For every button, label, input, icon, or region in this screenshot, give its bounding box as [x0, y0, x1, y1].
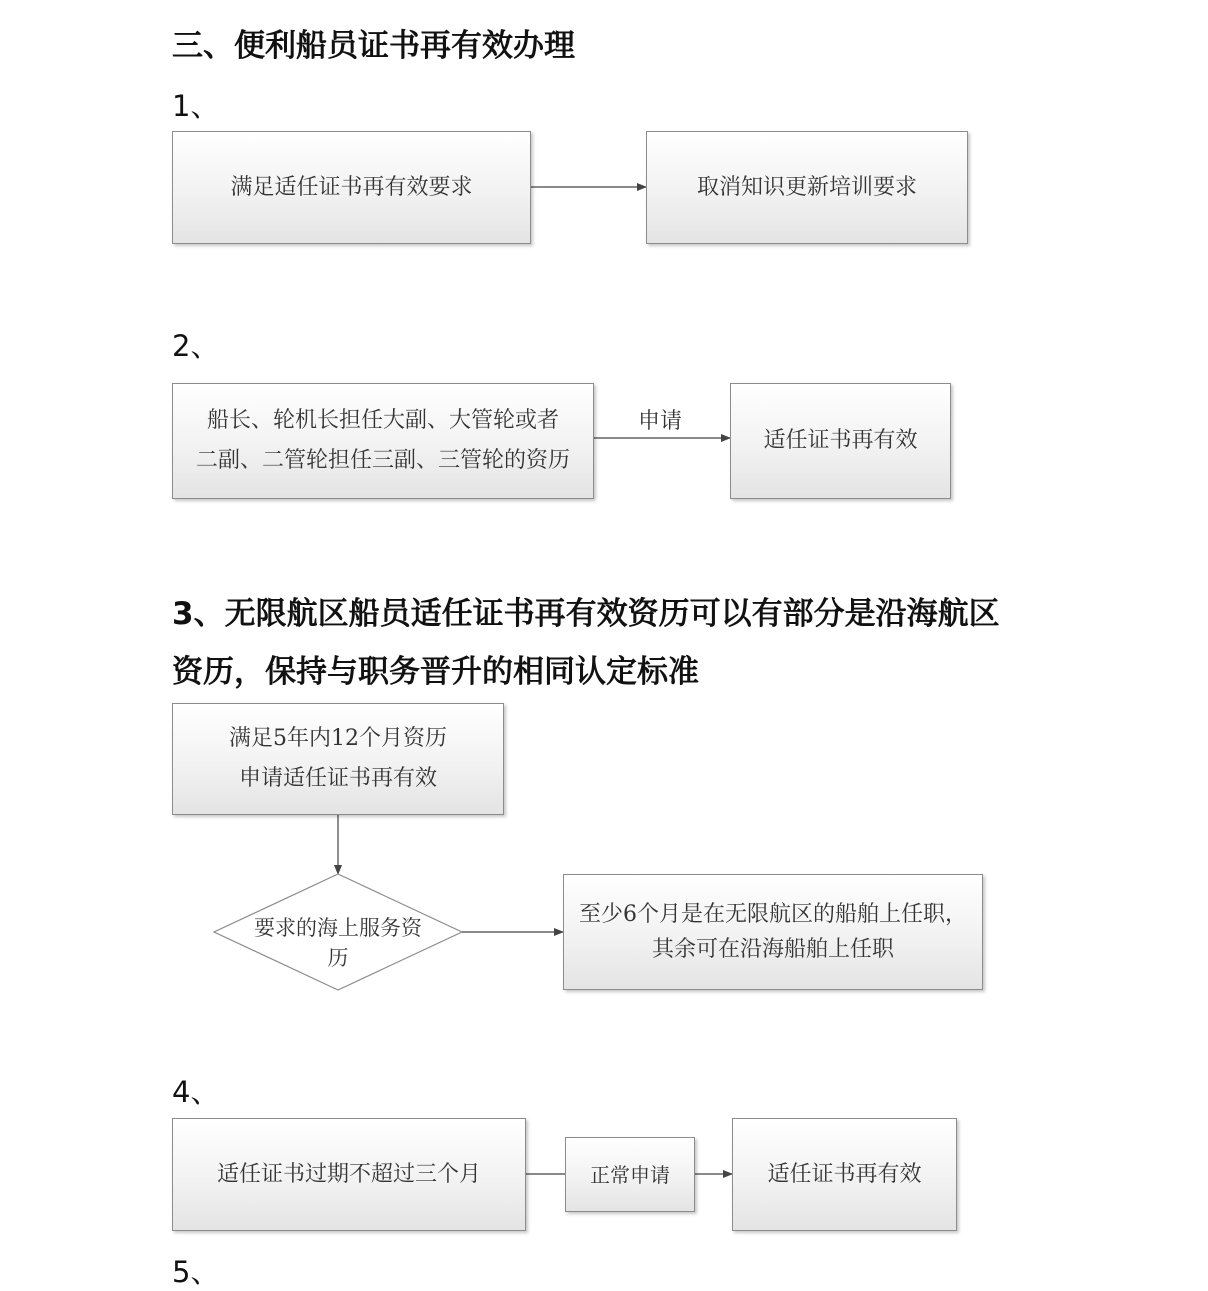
s3-box-right: [563, 874, 983, 990]
s2-box-line2: 二副、二管轮担任三副、三管轮的资历: [195, 448, 570, 473]
s3-box-right-line2: 其余可在沿海船舶上任职: [651, 937, 894, 962]
s1-box-requirement-text: 满足适任证书再有效要求: [230, 174, 473, 200]
s1-box-cancel-training-text: 取消知识更新培训要求: [696, 174, 917, 200]
s4-box-revalidation-text: 适任证书再有效: [767, 1161, 922, 1187]
s3-diamond-line2: 历: [327, 946, 349, 970]
s3-diamond-label: [234, 913, 442, 973]
s2-box-revalidation-text: 适任证书再有效: [763, 428, 918, 453]
s3-box-top: [172, 703, 504, 815]
section2-number: 2、: [172, 329, 220, 363]
page-title: 三、便利船员证书再有效办理: [172, 28, 575, 64]
s4-box-expired: [172, 1118, 526, 1231]
s4-box-normal-apply-text: 正常申请: [590, 1162, 670, 1187]
s2-box-revalidation: [730, 383, 951, 499]
s4-box-normal-apply: [565, 1137, 695, 1212]
section3-heading-line1: 3、无限航区船员适任证书再有效资历可以有部分是沿海航区: [172, 596, 1000, 632]
s3-box-right-line1: 至少6个月是在无限航区的船舶上任职，: [579, 902, 967, 927]
s2-box-line1: 船长、轮机长担任大副、大管轮或者: [206, 408, 559, 433]
section1-number: 1、: [172, 89, 220, 123]
section3-heading-line2: 资历，保持与职务晋升的相同认定标准: [172, 654, 699, 690]
s3-box-top-line2: 申请适任证书再有效: [238, 766, 437, 791]
s1-box-cancel-training: [646, 131, 968, 244]
s3-diamond-line1: 要求的海上服务资: [254, 916, 422, 940]
s4-box-revalidation: [732, 1118, 957, 1231]
s2-box-qualification: [172, 383, 594, 499]
s2-arrow-label: 申请: [638, 409, 683, 434]
s1-box-requirement: [172, 131, 531, 244]
s3-box-top-line1: 满足5年内12个月资历: [229, 726, 447, 751]
section5-number: 5、: [172, 1255, 220, 1289]
s4-box-expired-text: 适任证书过期不超过三个月: [216, 1161, 481, 1187]
section4-number: 4、: [172, 1075, 220, 1109]
